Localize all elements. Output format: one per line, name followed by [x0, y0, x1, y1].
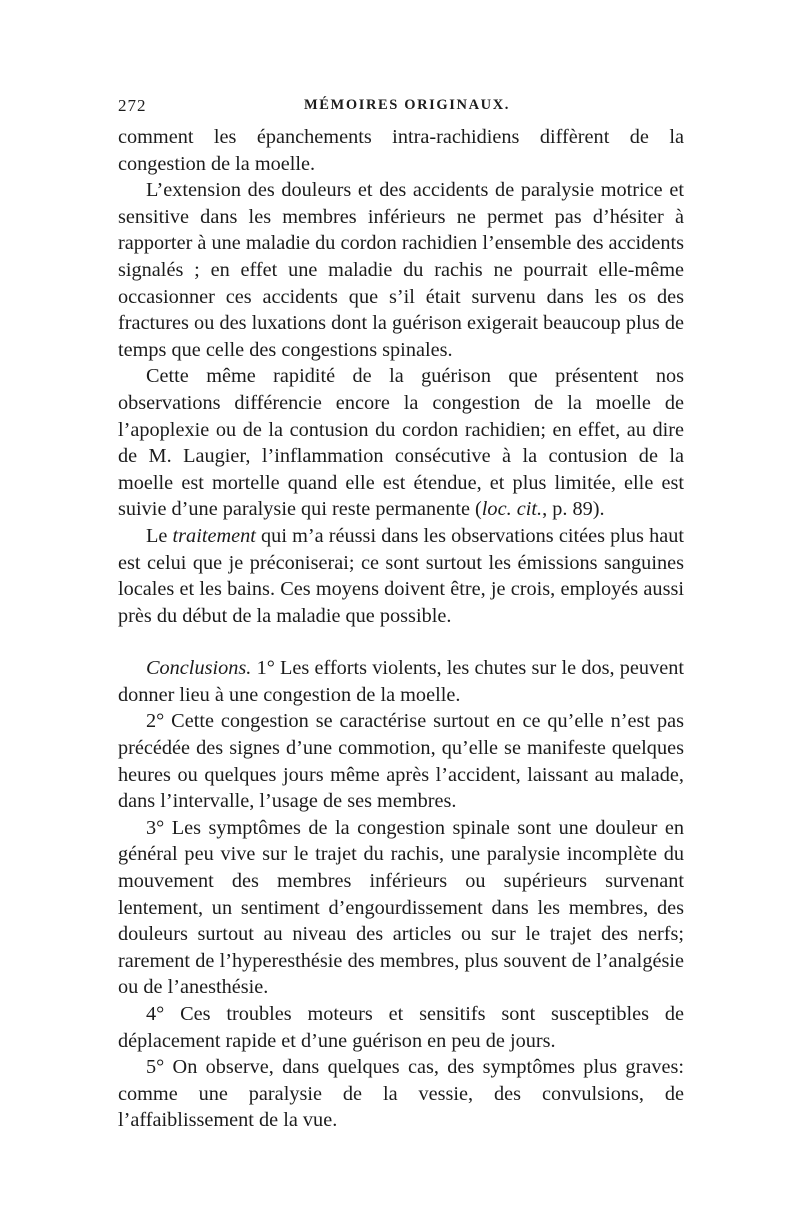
paragraph-conclusions — [118, 655, 684, 708]
page-header — [118, 96, 684, 124]
conclusion-4: 4° Ces troubles moteurs et sensitifs sont susceptibles de déplacement rapide et d’une guérison en peu de jours. — [118, 1003, 684, 1052]
conclusion-1: 1° Les efforts violents, les chutes sur le dos, peuvent donner lieu à une congestion de la moelle. — [118, 657, 684, 706]
paragraph-extension: L’extension des douleurs et des accidents de paralysie motrice et sensitive dans les membres inférieurs ne permet pas d’hésiter à rapporter à une maladie du cordon rachidien l’ensemble des accidents signalés ; en effet une maladie du rachis ne pourrait elle-même occasionner ces accidents que s’il était survenu dans les os des fractures ou des luxations dont la guérison exigerait beaucoup plus de temps que celle des congestions spinales. — [118, 179, 684, 361]
citation-reference: loc. cit. — [481, 498, 543, 521]
running-title: MÉMOIRES ORIGINAUX. — [304, 97, 511, 113]
treatment-term: traitement — [172, 524, 256, 547]
book-page — [118, 96, 684, 1134]
page-number: 272 — [118, 96, 147, 115]
conclusion-2: 2° Cette congestion se caractérise surtout en ce qu’elle n’est pas précédée des signes d’une commotion, qu’elle se manifeste quelques heures ou quelques jours même après l’accident, laissant au malade, dans l’intervalle, l’usage de ses membres. — [118, 710, 684, 813]
body-text — [118, 124, 684, 1134]
paragraph-rapidity-text: Cette même rapidité de la guérison que présentent nos observations différencie encore la congestion de la moelle de l’apoplexie ou de la contusion du cordon rachidien; en effet, au dire de M. Laugier, l’inflammation consécutive à la contusion de la moelle est mortelle quand elle est étendue, et plus limitée, elle est suivie d’une paralysie qui reste permanente ( — [118, 365, 684, 521]
paragraph-treatment-lead: Le — [146, 524, 173, 547]
paragraph-rapidity — [118, 363, 684, 523]
paragraph-continuation: comment les épanchements intra-rachidiens diffèrent de la congestion de la moelle. — [118, 126, 684, 175]
conclusions-heading: Conclusions. — [146, 657, 252, 680]
paragraph-rapidity-end: , p. 89). — [542, 498, 605, 521]
conclusion-3: 3° Les symptômes de la congestion spinale sont une douleur en général peu vive sur le trajet du rachis, une paralysie incomplète du mouvement des membres inférieurs ou supérieurs survenant lentement, un sentiment d’engourdissement dans les membres, des douleurs surtout au niveau des articles ou sur le trajet des nerfs; rarement de l’hyperesthésie des membres, plus souvent de l’analgésie ou de l’anesthésie. — [118, 816, 684, 999]
paragraph-treatment — [118, 523, 684, 629]
conclusion-5: 5° On observe, dans quelques cas, des symptômes plus graves: comme une paralysie de la vessie, des convulsions, de l’affaiblissement de la vue. — [118, 1056, 684, 1132]
paragraph-treatment-text: qui m’a réussi dans les observations citées plus haut est celui que je préconiserai; ce sont surtout les émissions sanguines locales et les bains. Ces moyens doivent être, je crois, employés aussi près du début de la maladie que possible. — [118, 524, 684, 627]
